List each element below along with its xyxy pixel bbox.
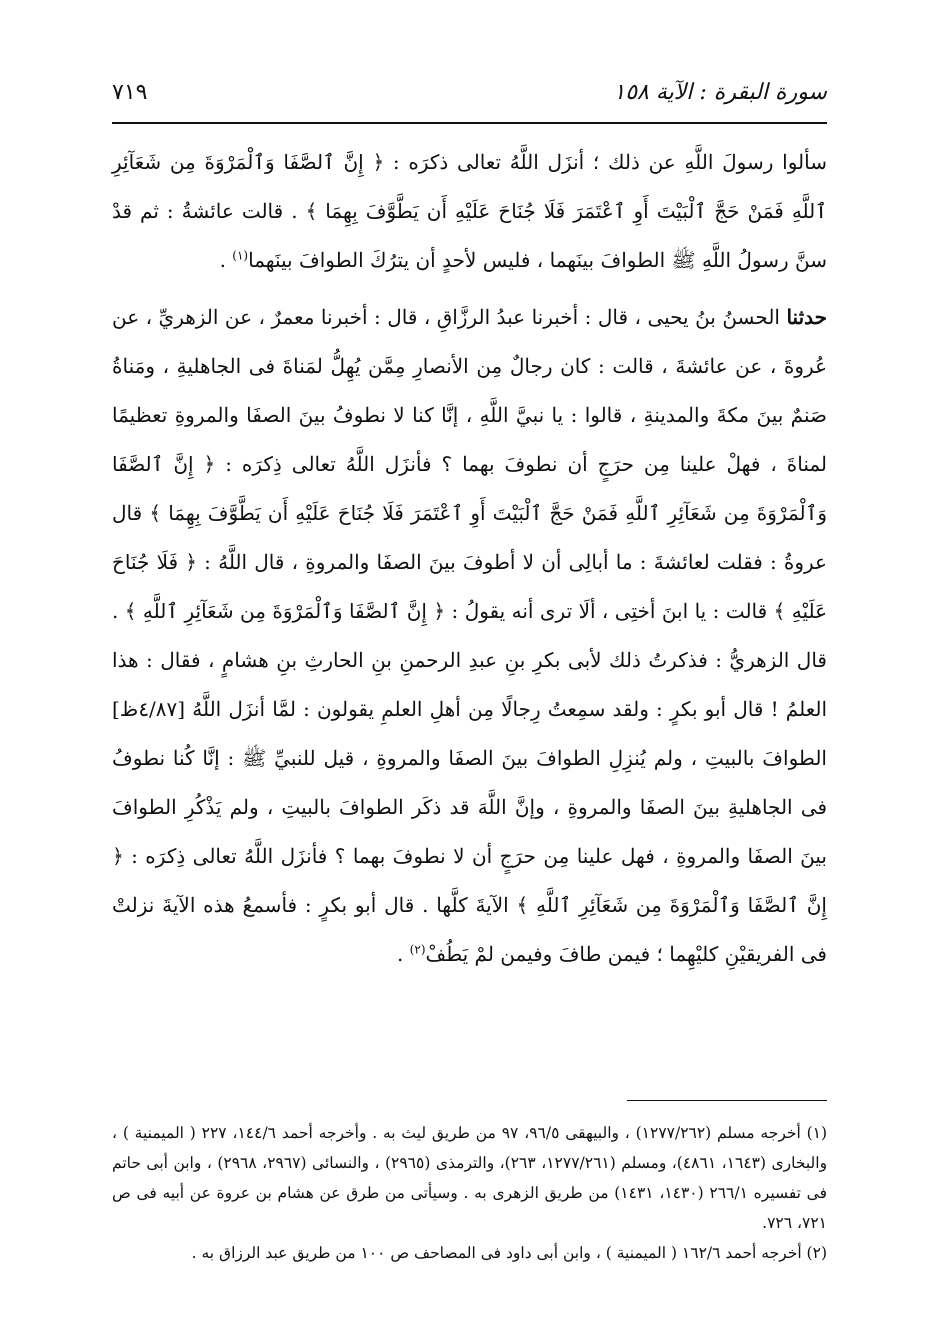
header-rule (112, 122, 827, 124)
footnote-2: (٢) أخرجه أحمد ١٦٢/٦ ( الميمنية ) ، وابن أبى داود فى المصاحف ص ١٠٠ من طريق عبد الرزاق به . (191, 1244, 827, 1262)
text-run: . (396, 942, 404, 966)
paragraph-2 (112, 293, 827, 979)
footnote-marker-2: (٢) (409, 942, 426, 957)
text-run: سألوا رسولَ اللَّهِ عن ذلك ؛ أنزَل اللَّهُ تعالى ذكرَه : (392, 150, 827, 174)
quran-close-bracket: ﴾ (149, 501, 162, 525)
quran-verse: إِنَّ ٱلصَّفَا وَٱلْمَرْوَةَ مِن شَعَآئِرِ ٱللَّهِ (536, 893, 827, 917)
quran-close-bracket: ﴾ (124, 599, 137, 623)
text-run: الحسنُ بنُ يحيى ، قال : أخبرنا عبدُ الرزَّاقِ ، قال : أخبرنا معمرٌ ، عن الزهريِّ ، عن عُروةَ ، عن عائشةَ ، قالت : كان رجالٌ مِن الأنصارِ مِمَّن يُهِلُّ لمَناةَ فى الجاهليةِ ، ومَناةُ صَنمٌ بينَ مكةَ والمدينةِ ، قالوا : يا نبيَّ اللَّهِ ، إنَّا كنا لا نطوفُ بينَ الصفَا والمروةِ تعظيمًا لمناةَ ، فهلْ علينا مِن حرَجٍ أن نطوفَ بهما ؟ فأنزَل اللَّهُ تعالى ذِكرَه : (112, 305, 828, 476)
footnote-rule (627, 1100, 827, 1101)
quran-verse: إِنَّ ٱلصَّفَا وَٱلْمَرْوَةَ مِن شَعَآئِرِ ٱللَّهِ فَمَنْ حَجَّ ٱلْبَيْتَ أَوِ ٱعْتَمَرَ فَلَا جُنَاحَ عَلَيْهِ أَن يَطَّوَّفَ بِهِمَا (112, 150, 827, 223)
quran-verse: فَلَا جُنَاحَ عَلَيْهِ (112, 550, 828, 623)
quran-open-bracket: ﴿ (112, 844, 124, 868)
quran-close-bracket: ﴾ (305, 199, 318, 223)
footnotes (112, 1118, 827, 1268)
quran-close-bracket: ﴾ (773, 599, 786, 623)
text-run: الآيةَ كلَّها . قال أبو بكرٍ : فأسمعُ هذه الآيةَ نزلتْ فى الفريقيْنِ كليْهِما ؛ فيمن طافَ وفيمن لمْ يَطُفْ (112, 893, 827, 966)
page-number: ٧١٩ (112, 79, 148, 105)
text-run: قال عروةُ : فقلت لعائشةَ : ما أبالِى أن لا أطوفَ بينَ الصفَا والمروةِ ، قال اللَّهُ : (112, 501, 827, 574)
quran-open-bracket: ﴿ (433, 599, 446, 623)
header-title: سورة البقرة : الآية ١٥٨ (613, 79, 827, 105)
text-run: قالت : يا ابنَ أختِى ، ألَا ترى أنه يقولُ : (451, 599, 768, 623)
text-run: . قال الزهريُّ : فذكرتُ ذلك لأبى بكرِ بنِ عبدِ الرحمنِ بنِ الحارثِ بنِ هشامٍ ، فقال : هذا العلمُ ! قال أبو بكرٍ : ولقد سمِعتُ رِجالًا مِن أهلِ العلمِ يقولون : لمَّا أنزَل اللَّهُ [٤/٨٧ظ] الطوافَ بالبيتِ ، ولم يُنزِلِ الطوافَ بينَ الصفَا والمروةِ ، قيل للنبيِّ ﷺ : إنَّا كُنا نطوفُ فى الجاهليةِ بينَ الصفَا والمروةِ ، وإنَّ اللَّهَ قد ذكَر الطوافَ بالبيتِ ، ولم يَذْكُرِ الطوافَ بينَ الصفَا والمروةِ ، فهل علينا مِن حرَجٍ أن لا نطوفَ بهما ؟ فأنزَل اللَّهُ تعالى ذِكرَه : (112, 599, 827, 868)
quran-open-bracket: ﴿ (372, 150, 385, 174)
quran-verse: إِنَّ ٱلصَّفَا وَٱلْمَرْوَةَ مِن شَعَآئِرِ ٱللَّهِ (142, 599, 427, 623)
quran-open-bracket: ﴿ (185, 550, 197, 574)
text-run: . (219, 248, 226, 272)
hadith-lead-word: حدثنا (786, 305, 827, 329)
paragraph-1 (112, 138, 827, 285)
quran-open-bracket: ﴿ (203, 452, 216, 476)
text-run: . قالت عائشةُ : ثم قدْ سنَّ رسولُ اللَّهِ ﷺ الطوافَ بينَهما ، فليس لأحدٍ أن يترُكَ الطوافَ بينَهما (112, 199, 827, 272)
quran-verse: إِنَّ ٱلصَّفَا وَٱلْمَرْوَةَ مِن شَعَآئِرِ ٱللَّهِ فَمَنْ حَجَّ ٱلْبَيْتَ أَوِ ٱعْتَمَرَ فَلَا جُنَاحَ عَلَيْهِ أَن يَطَّوَّفَ بِهِمَا (112, 452, 828, 525)
quran-close-bracket: ﴾ (516, 893, 529, 917)
running-header (112, 70, 827, 114)
main-text (112, 138, 827, 979)
footnote-1: (١) أخرجه مسلم (١٢٧٧/٢٦٢) ، والبيهقى ٩٦/٥، ٩٧ من طريق ليث به . وأخرجه أحمد ١٤٤/٦، ٢٢٧ ( الميمنية ) ، والبخارى (١٦٤٣، ٤٨٦١)، ومسلم (١٢٧٧/٢٦١، ٢٦٣)، والترمذى (٢٩٦٥) ، والنسائى (٢٩٦٧، ٢٩٦٨) ، وابن أبى حاتم فى تفسيره ٢٦٦/١ (١٤٣٠، ١٤٣١) من طريق الزهرى به . وسيأتى من طرق عن هشام بن عروة عن أبيه فى ص ٧٢١، ٧٢٦. (112, 1124, 828, 1232)
footnote-marker-1: (١) (232, 248, 249, 263)
